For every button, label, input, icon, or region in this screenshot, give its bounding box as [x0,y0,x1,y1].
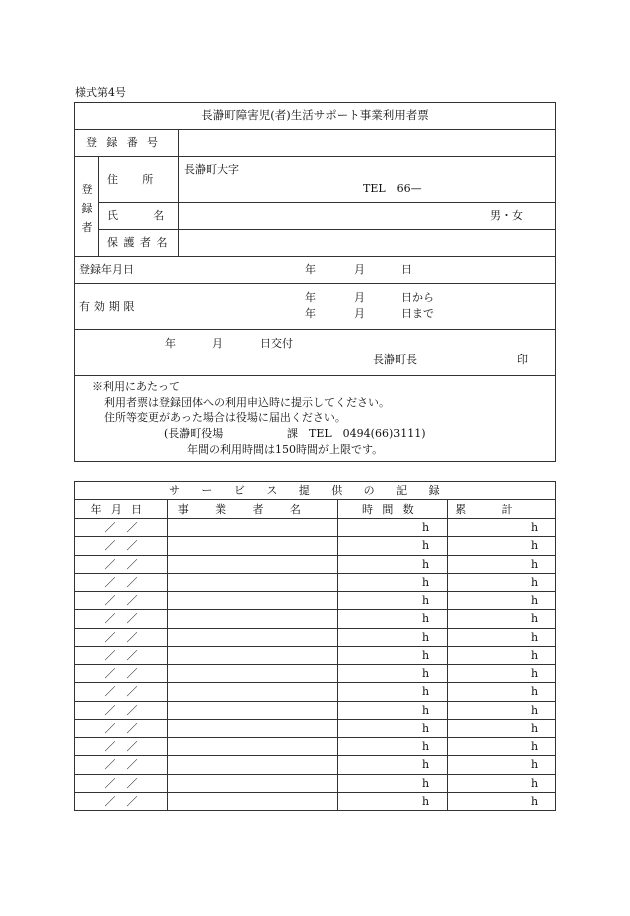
notes-line-1: 利用者票は登録団体への利用申込時に提示してください。 [104,396,390,409]
guardian-label: 保護者名 [107,236,173,249]
record-provider[interactable] [168,628,337,646]
record-date[interactable]: ／ ／ [104,685,138,698]
gender-options[interactable]: 男・女 [490,209,523,222]
record-provider[interactable] [168,664,337,682]
header-date: 年月日 [90,503,152,516]
validity-until-month: 月 [354,307,365,320]
validity-until-day: 日まで [401,307,434,320]
notes-contact-office: (長瀞町役場 [164,427,224,440]
record-total-unit[interactable]: h [531,521,539,534]
record-provider[interactable] [168,591,337,609]
record-hours-unit[interactable]: h [422,576,430,589]
record-hours-unit[interactable]: h [422,777,430,790]
record-date[interactable]: ／ ／ [104,649,138,662]
issue-month: 月 [212,337,223,350]
record-total-unit[interactable]: h [531,558,539,571]
record-hours-unit[interactable]: h [422,758,430,771]
notes-heading: ※利用にあたって [92,380,180,393]
record-provider[interactable] [168,573,337,591]
record-provider[interactable] [168,536,337,554]
registrant-label: 登録者 [81,183,93,234]
registration-date-month: 月 [354,263,365,276]
record-provider[interactable] [168,609,337,627]
registration-date-label: 登録年月日 [79,263,134,276]
registration-number-label: 登録番号 [86,136,168,149]
record-provider[interactable] [168,518,337,536]
form-title: 長瀞町障害児(者)生活サポート事業利用者票 [201,108,429,122]
validity-from-year: 年 [305,291,316,304]
record-date[interactable]: ／ ／ [104,558,138,571]
record-total-unit[interactable]: h [531,758,539,771]
record-provider[interactable] [168,737,337,755]
notes-line-4: 年間の利用時間は150時間が上限です。 [187,443,384,456]
record-total-unit[interactable]: h [531,722,539,735]
record-total-unit[interactable]: h [531,594,539,607]
record-hours-unit[interactable]: h [422,685,430,698]
record-provider[interactable] [168,646,337,664]
record-date[interactable]: ／ ／ [104,594,138,607]
record-hours-unit[interactable]: h [422,704,430,717]
record-hours-unit[interactable]: h [422,740,430,753]
record-total-unit[interactable]: h [531,612,539,625]
record-date[interactable]: ／ ／ [104,777,138,790]
mayor-label: 長瀞町長 [373,353,417,366]
records-col-2 [337,499,338,810]
record-hours-unit[interactable]: h [422,558,430,571]
record-date[interactable]: ／ ／ [104,722,138,735]
record-date[interactable]: ／ ／ [104,704,138,717]
record-provider[interactable] [168,719,337,737]
record-date[interactable]: ／ ／ [104,612,138,625]
record-provider[interactable] [168,755,337,773]
record-date[interactable]: ／ ／ [104,740,138,753]
record-date[interactable]: ／ ／ [104,795,138,808]
record-provider[interactable] [168,555,337,573]
record-provider[interactable] [168,774,337,792]
validity-from-month: 月 [354,291,365,304]
validity-from-day: 日から [401,291,434,304]
record-date[interactable]: ／ ／ [104,758,138,771]
record-hours-unit[interactable]: h [422,539,430,552]
records-title-rule [74,499,556,500]
records-title: サービス提供の記録 [168,484,462,497]
tel-value[interactable]: TEL 66— [363,182,422,195]
records-col-3 [447,499,448,810]
name-label: 氏名 [107,209,200,222]
validity-label: 有効期限 [79,300,139,313]
record-hours-unit[interactable]: h [422,612,430,625]
header-hours: 時間数 [361,503,424,516]
record-hours-unit[interactable]: h [422,594,430,607]
record-total-unit[interactable]: h [531,649,539,662]
record-total-unit[interactable]: h [531,667,539,680]
header-total: 累計 [455,503,548,516]
record-hours-unit[interactable]: h [422,795,430,808]
registration-date-day: 日 [401,263,412,276]
record-hours-unit[interactable]: h [422,667,430,680]
notes-contact-tel: 課 TEL 0494(66)3111) [287,427,426,440]
issue-year: 年 [165,337,176,350]
record-total-unit[interactable]: h [531,740,539,753]
record-hours-unit[interactable]: h [422,722,430,735]
address-value[interactable]: 長瀞町大字 [184,163,239,176]
record-total-unit[interactable]: h [531,777,539,790]
record-date[interactable]: ／ ／ [104,576,138,589]
record-total-unit[interactable]: h [531,576,539,589]
record-provider[interactable] [168,682,337,700]
records-top [74,481,556,482]
record-hours-unit[interactable]: h [422,631,430,644]
record-hours-unit[interactable]: h [422,521,430,534]
record-date[interactable]: ／ ／ [104,521,138,534]
record-total-unit[interactable]: h [531,539,539,552]
record-total-unit[interactable]: h [531,795,539,808]
registration-date-year: 年 [305,263,316,276]
record-hours-unit[interactable]: h [422,649,430,662]
address-label: 住所 [107,173,178,186]
record-date[interactable]: ／ ／ [104,667,138,680]
header-provider: 事業者名 [177,503,328,516]
record-date[interactable]: ／ ／ [104,631,138,644]
record-total-unit[interactable]: h [531,685,539,698]
record-total-unit[interactable]: h [531,631,539,644]
notes-line-2: 住所等変更があった場合は役場に届出ください。 [104,411,346,424]
seal-mark: 印 [517,353,528,366]
issue-day: 日交付 [260,337,293,350]
record-provider[interactable] [168,792,337,810]
record-total-unit[interactable]: h [531,704,539,717]
record-row-rule [74,810,556,811]
form-number: 様式第4号 [75,86,126,99]
record-date[interactable]: ／ ／ [104,539,138,552]
record-provider[interactable] [168,701,337,719]
validity-until-year: 年 [305,307,316,320]
